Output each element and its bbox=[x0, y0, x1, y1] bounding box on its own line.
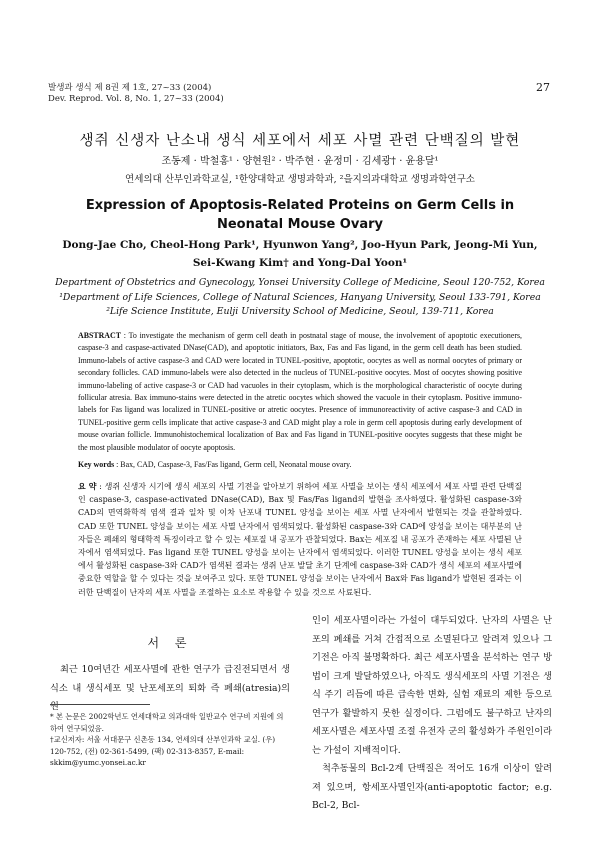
intro-paragraph-1: 인이 세포사멸이라는 가설이 대두되었다. 난자의 사멸은 난포의 폐쇄를 거쳐 간접적으로 소멸된다고 알려져 있으나 그 기전은 아직 불명확하다. 최근 세포사멸을 분석하는 연구 방법이 크게 발달하였으나, 아직도 생식세포의 사멸 기전은 생식 주기 리듬에 따른 급속한 변화, 실험 재료의 제한 등으로 연구가 활발하지 못한 실정이다. 그럼에도 불구하고 난자의 세포사멸은 세포사멸 조절 유전자 군의 활성화가 주원인이라는 가설이 지배적이다. bbox=[312, 615, 552, 756]
english-title bbox=[0, 196, 600, 234]
affiliation-3: ²Life Science Institute, Eulji University School of Medicine, Seoul, 139-711, Korea bbox=[106, 306, 494, 317]
english-title-line-1: Expression of Apoptosis-Related Proteins on Germ Cells in bbox=[85, 198, 515, 213]
footnote-divider bbox=[50, 704, 150, 705]
journal-citation-english: Dev. Reprod. Vol. 8, No. 1, 27~33 (2004) bbox=[48, 94, 224, 104]
english-authors-line-1: Dong-Jae Cho, Cheol-Hong Park¹, Hyunwon Yang², Joo-Hyun Park, Jeong-Mi Yun, bbox=[62, 239, 538, 251]
abstract-text: : To investigate the mechanism of germ cell death in postnatal stage of mouse, the involvement of apoptotic executioners, caspase-3 and caspase-activated DNase(CAD), and apoptotic initiators, Bax, Fas and Fas ligand, in the germ cell death has been studied. Immuno-labels of active caspase-3 and CAD were located in TUNEL-positive, apoptotic, oocytes as well as normal oocytes of primary or secondary follicles. CAD immuno-labels were also detected in the nucleus of TUNEL-positive oocytes. Most of oocytes showing positive immuno-labeling of active caspase-3 or CAD had vacuoles in their cytoplasm, which is the morphological characteristic of oocyte during follicular atresia. Bax immuno-stains were detected in the atretic oocytes which showed the vacuole in their cytoplasm. Positive immuno-labels for Fas ligand was localized in TUNEL-positive or atretic oocytes. Presence of immunoreactivity of active caspase-3 and CAD in TUNEL-positive germ cells implicate that active caspase-3 and CAD might play a role in germ cell apoptosis during early development of mouse ovarian follicle. Immunohistochemical localization of Bax and Fas ligand in TUNEL-positive oocytes suggests that these might be the most plausible modulator of oocyte apoptosis. bbox=[78, 331, 522, 452]
footnote-correspondence: †교신저자: 서울 서대문구 신촌동 134, 연세의대 산부인과학 교실. (우) 120-752, (전) 02-361-5499, (팩) 02-313-8357, E-mail: skkim@yumc.yonsei.ac.kr bbox=[50, 735, 276, 767]
korean-affiliations: 연세의대 산부인과학교실, ¹한양대학교 생명과학과, ²을지의과대학교 생명과학연구소 bbox=[125, 174, 475, 185]
intro-paragraph-2: 척추동물의 Bcl-2계 단백질은 적어도 16개 이상이 알려져 있으며, 항세포사멸인자(anti-apoptotic factor; e.g. Bcl-2, Bcl- bbox=[312, 763, 552, 811]
footnote-funding: * 본 논문은 2002학년도 연세대학교 의과대학 일반교수 연구비 지원에 의하여 연구되었음. bbox=[50, 712, 284, 733]
footnotes bbox=[50, 711, 290, 769]
english-title-line-2: Neonatal Mouse Ovary bbox=[216, 217, 383, 232]
affiliation-1: Department of Obstetrics and Gynecology, Yonsei University College of Medicine, Seoul 120-752, Korea bbox=[55, 277, 545, 288]
journal-citation-korean: 발생과 생식 제 8권 제 1호, 27~33 (2004) bbox=[48, 83, 212, 93]
affiliation-2: ¹Department of Life Sciences, College of Natural Sciences, Hanyang University, Seoul 133-791, Korea bbox=[59, 291, 541, 303]
korean-title: 생쥐 신생자 난소내 생식 세포에서 세포 사멸 관련 단백질의 발현 bbox=[79, 133, 521, 149]
korean-abstract-text: : 생쥐 신생자 시기에 생식 세포의 사멸 기전을 알아보기 위하여 세포 사멸을 보이는 생식 세포에서 세포 사멸 관련 단백질인 caspase-3, caspase-activated DNase(CAD), Bax 및 Fas/Fas ligand의 발현을 조사하였다. 활성화된 caspase-3와 CAD의 면역화학적 염색 결과 일차 및 이차 난포내 TUNEL 양성을 보이는 세포 사멸 난자에서 발현되는 것을 관찰하였다. CAD 또한 TUNEL 양성을 보이는 세포 사멸 난자에서 염색되었다. 활성화된 caspase-3와 CAD에 양성을 보이는 대부분의 난자들은 폐쇄의 형태학적 특징이라고 할 수 있는 세포질 내 공포가 관찰되었다. Bax는 세포질 내 공포가 존재하는 세포 사멸된 난자에서 염색되었다. Fas ligand 또한 TUNEL 양성을 보이는 난자에서 염색되었다. 이러한 TUNEL 양성을 보이는 생식 세포에서 활성화된 caspase-3와 CAD가 염색된 결과는 생쥐 난포 발달 초기 단계에 caspase-3와 CAD가 생식 세포의 세포사멸에 중요한 역할을 할 수 있다는 것을 보여주고 있다. 또한 TUNEL 양성을 보이는 난자에서 Bax와 Fas ligand가 발현된 결과는 이러한 단백질이 난자의 세포 사멸을 조절하는 요소로 작용할 수 있을 것으로 사료된다. bbox=[78, 482, 522, 597]
abstract bbox=[78, 330, 522, 454]
page-number: 27 bbox=[536, 81, 550, 94]
keywords-text: : Bax, CAD, Caspase-3, Fas/Fas ligand, Germ cell, Neonatal mouse ovary. bbox=[114, 460, 352, 469]
introduction-left-column: 최근 10여년간 세포사멸에 관한 연구가 급진전되면서 생식소 내 생식세포 및 난포세포의 퇴화 즉 폐쇄(atresia)의 원 bbox=[50, 664, 290, 712]
english-affiliations bbox=[0, 276, 600, 320]
english-authors-line-2: Sei-Kwang Kim† and Yong-Dal Yoon¹ bbox=[192, 257, 408, 269]
keywords bbox=[78, 460, 522, 469]
section-heading-introduction: 서 론 bbox=[147, 636, 193, 650]
korean-authors: 조동제 · 박철홍¹ · 양현원² · 박주현 · 윤정미 · 김세광† · 윤용달¹ bbox=[161, 156, 439, 167]
introduction-right-column bbox=[312, 612, 552, 816]
korean-abstract-label: 요 약 bbox=[78, 481, 97, 491]
english-authors bbox=[0, 236, 600, 272]
korean-abstract bbox=[78, 480, 522, 599]
abstract-label: ABSTRACT bbox=[78, 331, 121, 340]
keywords-label: Key words bbox=[78, 460, 115, 469]
